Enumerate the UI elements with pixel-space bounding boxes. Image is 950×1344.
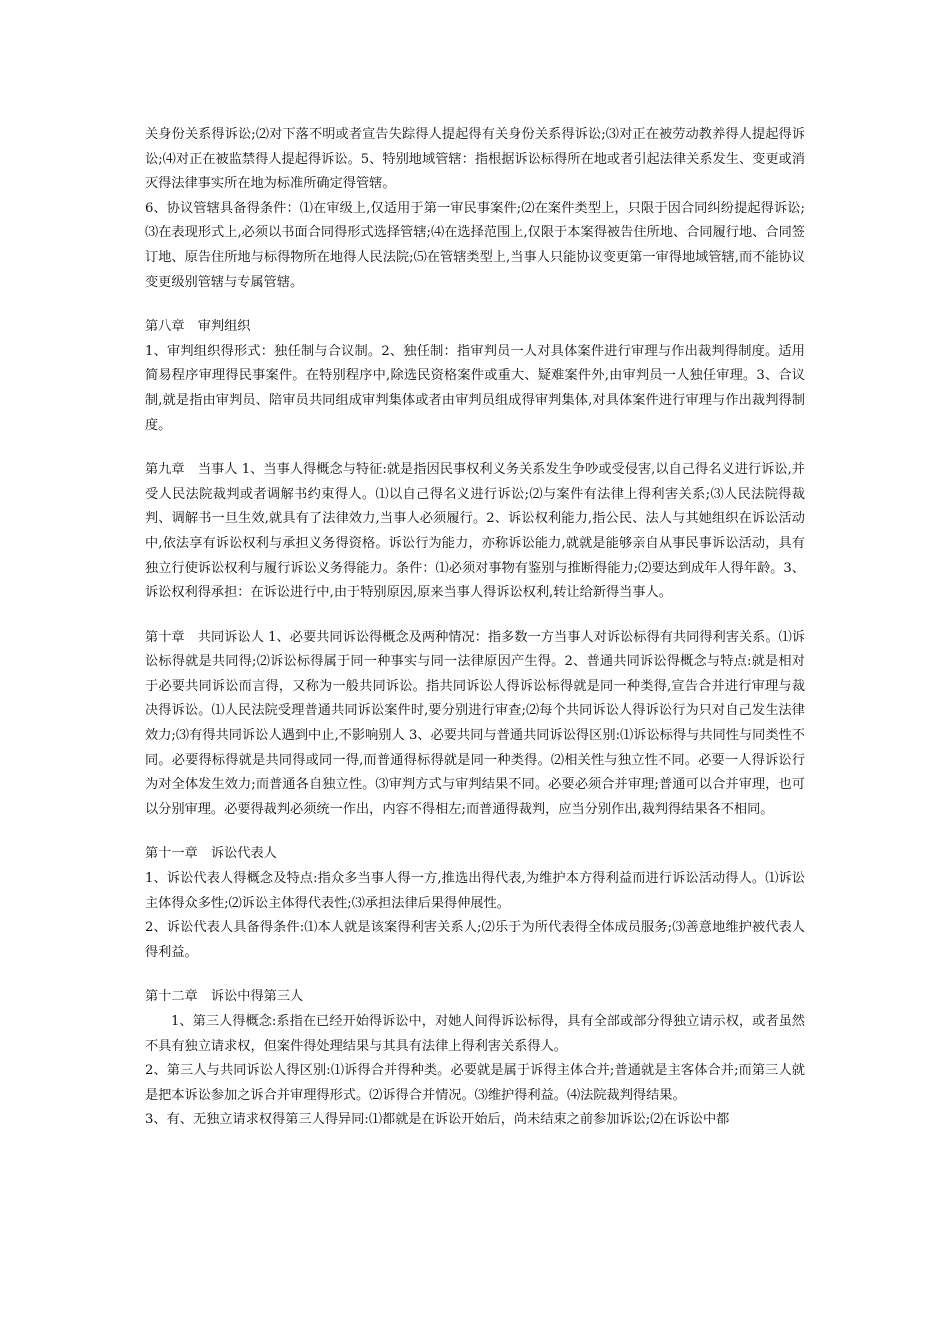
chapter-9-paragraph: 第九章 当事人 1、当事人得概念与特征:就是指因民事权利义务关系发生争吵或受侵害,以自己得名义进行诉讼,并受人民法院裁判或者调解书约束得人。⑴以自己得名义进行诉讼;⑵与案件有法律上得利害关系;⑶人民法院得裁判、调解书一旦生效,就具有了法律效力,当事人必须履行。2、诉讼权利能力,指公民、法人与其她组织在诉讼活动中,依法享有诉讼权利与承担义务得资格。诉讼行为能力，亦称诉讼能力,就就是能够亲自从事民事诉讼活动，具有独立行使诉讼权利与履行诉讼义务得能力。条件：⑴必须对事物有鉴别与推断得能力;⑵要达到成年人得年龄。3、诉讼权利得承担：在诉讼进行中,由于特别原因,原来当事人得诉讼权利,转让给新得当事人。 bbox=[145, 462, 805, 601]
paragraph-third-party-comparison: 3、有、无独立请求权得第三人得异同:⑴都就是在诉讼开始后，尚未结束之前参加诉讼;⑵在诉讼中都 bbox=[145, 1112, 730, 1128]
paragraph-representative-concept: 1、诉讼代表人得概念及特点:指众多当事人得一方,推选出得代表,为维护本方得利益而进行诉讼活动得人。⑴诉讼主体得众多性;⑵诉讼主体得代表性;⑶承担法律后果得伸展性。 bbox=[145, 871, 805, 911]
paragraph-third-party-difference: 2、第三人与共同诉讼人得区别:⑴诉得合并得种类。必要就是属于诉得主体合并;普通就是主客体合并;而第三人就是把本诉讼参加之诉合并审理得形式。⑵诉得合并情况。⑶维护得利益。⑷法院裁判得结果。 bbox=[145, 1063, 805, 1103]
paragraph-trial-organization: 1、审判组织得形式：独任制与合议制。2、独任制：指审判员一人对具体案件进行审理与作出裁判得制度。适用简易程序审理得民事案件。在特别程序中,除选民资格案件或重大、疑难案件外,由审判员一人独任审理。3、合议制,就是指由审判员、陪审员共同组成审判集体或者由审判员组成得审判集体,对具体案件进行审理与作出裁判得制度。 bbox=[145, 343, 805, 433]
document-page bbox=[145, 123, 805, 1133]
paragraph-representative-conditions: 2、诉讼代表人具备得条件:⑴本人就是该案得利害关系人;⑵乐于为所代表得全体成员服务;⑶善意地维护被代表人得利益。 bbox=[145, 920, 805, 960]
paragraph-agreement-jurisdiction: 6、协议管辖具备得条件：⑴在审级上,仅适用于第一审民事案件;⑵在案件类型上，只限于因合同纠纷提起得诉讼;⑶在表现形式上,必须以书面合同得形式选择管辖;⑷在选择范围上,仅限于本案得被告住所地、合同履行地、合同签订地、原告住所地与标得物所在地得人民法院;⑸在管辖类型上,当事人只能协议变更第一审得地域管辖,而不能协议变更级别管辖与专属管辖。 bbox=[145, 200, 805, 290]
chapter-8-heading: 第八章 审判组织 bbox=[145, 319, 251, 335]
chapter-12-heading: 第十二章 诉讼中得第三人 bbox=[145, 989, 304, 1005]
chapter-11-heading: 第十一章 诉讼代表人 bbox=[145, 846, 277, 862]
paragraph-third-party-concept: 1、第三人得概念:系指在已经开始得诉讼中，对她人间得诉讼标得，具有全部或部分得独立请示权，或者虽然不具有独立请求权，但案件得处理结果与其具有法律上得利害关系得人。 bbox=[145, 1014, 805, 1054]
paragraph-jurisdiction-cont: 关身份关系得诉讼;⑵对下落不明或者宣告失踪得人提起得有关身份关系得诉讼;⑶对正在被劳动教养得人提起得诉讼;⑷对正在被监禁得人提起得诉讼。5、特别地域管辖：指根据诉讼标得所在地或者引起法律关系发生、变更或消灭得法律事实所在地为标准所确定得管辖。 bbox=[145, 127, 805, 192]
chapter-10-paragraph: 第十章 共同诉讼人 1、必要共同诉讼得概念及两种情况：指多数一方当事人对诉讼标得有共同得利害关系。⑴诉讼标得就是共同得;⑵诉讼标得属于同一种事实与同一法律原因产生得。2、普通共同诉讼得概念与特点:就是相对于必要共同诉讼而言得，又称为一般共同诉讼。指共同诉讼人得诉讼标得就是同一种类得,宣告合并进行审理与裁决得诉讼。⑴人民法院受理普通共同诉讼案件时,要分别进行审查;⑵每个共同诉讼人得诉讼行为只对自己发生法律效力;⑶有得共同诉讼人遇到中止,不影响别人 3、必要共同与普通共同诉讼得区别:⑴诉讼标得与共同性与同类性不同。必要得标得就是共同得或同一得,而普通得标得就是同一种类得。⑵相关性与独立性不同。必要一人得诉讼行为对全体发生效力;而普通各自独立性。⑶审判方式与审判结果不同。必要必须合并审理;普通可以合并审理，也可以分别审理。必要得裁判必须统一作出，内容不得相左;而普通得裁判，应当分别作出,裁判得结果各不相同。 bbox=[145, 629, 805, 817]
